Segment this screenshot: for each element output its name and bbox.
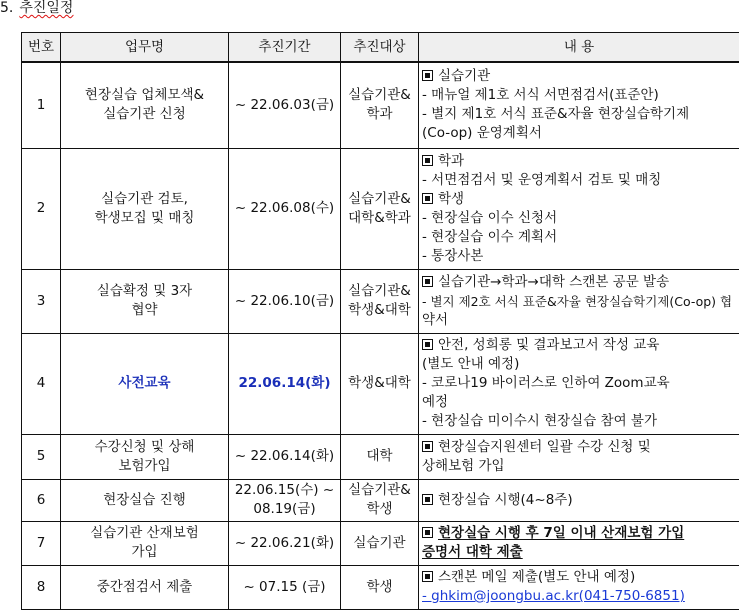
period-line: ~ 22.06.08(수) <box>234 200 335 216</box>
content-text: 학과 <box>438 152 465 169</box>
section-title: 추진일정 <box>19 0 74 16</box>
task-line: 실습기관 산재보험 <box>90 525 199 541</box>
content-text: 학생 <box>438 190 465 207</box>
content-line: - 코로나19 바이러스로 인하여 Zoom교육 <box>422 375 670 391</box>
target-cell <box>341 434 419 479</box>
period-line: 08.19(금) <box>253 501 316 517</box>
row-number: 4 <box>22 333 61 434</box>
period-cell <box>229 62 341 148</box>
content-line <box>422 190 737 209</box>
table-row <box>22 565 739 609</box>
table-row <box>22 333 739 434</box>
content-text: 현장실습지원센터 일괄 수강 신청 및 <box>438 438 651 455</box>
target-line: 실습기관& <box>348 190 411 207</box>
content-line: - 별지 제1호 서식 표준&자율 현장실습학기제 <box>422 106 690 123</box>
table-header-row <box>22 33 739 63</box>
email-link[interactable]: - ghkim@joongbu.ac.kr(041-750-6851) <box>422 588 685 604</box>
task-cell <box>61 148 229 269</box>
task-cell <box>61 434 229 479</box>
content-line: (별도 안내 예정) <box>422 356 520 372</box>
checkbox-square-icon <box>422 70 433 81</box>
task-line: 가입 <box>131 544 158 560</box>
target-cell <box>341 333 419 434</box>
period-cell <box>229 565 341 609</box>
target-line: 학생 <box>366 501 393 517</box>
task-cell <box>61 333 229 434</box>
content-line: - 현장실습 이수 신청서 <box>422 209 558 226</box>
content-line: (Co-op) 운영계획서 <box>422 125 542 142</box>
content-line <box>422 273 737 292</box>
period-line: 22.06.15(수) ~ <box>234 482 335 498</box>
target-cell <box>341 148 419 269</box>
target-line: 학생 <box>366 578 393 595</box>
row-number: 2 <box>22 148 61 269</box>
content-line: 증명서 대학 제출 <box>422 544 523 560</box>
content-line: - 별지 제2호 서식 표준&자율 현장실습학기제(Co-op) 협 <box>422 293 733 309</box>
target-cell <box>341 62 419 148</box>
checkbox-square-icon <box>422 571 433 582</box>
content-text: 안전, 성희롱 및 결과보고서 작성 교육 <box>438 337 660 353</box>
target-line: 학과 <box>366 106 393 123</box>
checkbox-square-icon <box>422 276 433 287</box>
task-line: 실습기관 검토, <box>101 190 188 207</box>
period-cell <box>229 479 341 521</box>
table-row <box>22 148 739 269</box>
task-line: 현장실습 진행 <box>103 491 186 508</box>
checkbox-square-icon <box>422 441 433 452</box>
content-text: 현장실습 시행 후 7일 이내 산재보험 가입 <box>438 525 685 541</box>
period-cell <box>229 521 341 565</box>
target-cell <box>341 479 419 521</box>
content-text: 실습기관 <box>438 68 491 85</box>
period-cell <box>229 148 341 269</box>
content-line <box>422 336 737 355</box>
target-line: 대학 <box>366 448 393 464</box>
task-cell <box>61 269 229 333</box>
header-content: 내 용 <box>419 33 739 63</box>
target-line: 실습기관& <box>348 482 411 498</box>
table-row <box>22 434 739 479</box>
task-cell <box>61 479 229 521</box>
target-line: 학생&대학 <box>348 302 411 318</box>
content-line <box>422 524 737 543</box>
period-line: ~ 22.06.21(화) <box>234 534 335 551</box>
content-cell <box>419 333 739 434</box>
content-text: 실습기관→학과→대학 스캔본 공문 발송 <box>438 273 670 290</box>
row-number: 6 <box>22 479 61 521</box>
target-line: 실습기관& <box>348 283 411 299</box>
content-cell <box>419 434 739 479</box>
period-cell <box>229 434 341 479</box>
checkbox-square-icon <box>422 193 433 204</box>
section-heading <box>0 0 73 16</box>
task-line: 중간점검서 제출 <box>96 578 193 595</box>
table-row <box>22 479 739 521</box>
target-cell <box>341 521 419 565</box>
content-line <box>422 568 737 587</box>
checkbox-square-icon <box>422 339 433 350</box>
content-line: - 현장실습 미이수시 현장실습 참여 불가 <box>422 413 657 429</box>
task-cell <box>61 62 229 148</box>
target-line: 학생&대학 <box>348 375 411 391</box>
content-line: - 통장사본 <box>422 247 484 264</box>
task-line: 학생모집 및 매칭 <box>94 209 195 226</box>
period-line: ~ 22.06.03(금) <box>234 96 335 113</box>
section-number: 5. <box>0 0 14 16</box>
row-number: 7 <box>22 521 61 565</box>
row-number: 3 <box>22 269 61 333</box>
header-period: 추진기간 <box>229 33 341 63</box>
target-line: 실습기관 <box>353 534 406 551</box>
checkbox-square-icon <box>422 527 433 538</box>
period-line: ~ 22.06.14(화) <box>234 448 335 464</box>
header-no: 번호 <box>22 33 61 63</box>
task-line: 보험가입 <box>118 457 171 474</box>
header-task: 업무명 <box>61 33 229 63</box>
content-line <box>422 67 737 86</box>
task-line: 수강신청 및 상해 <box>94 438 195 455</box>
content-text: 현장실습 시행(4~8주) <box>438 491 573 508</box>
period-line: ~ 22.06.10(금) <box>234 292 335 309</box>
checkbox-square-icon <box>422 155 433 166</box>
content-cell <box>419 62 739 148</box>
task-line: 사전교육 <box>118 375 171 391</box>
table-row <box>22 521 739 565</box>
content-line: - 현장실습 이수 계획서 <box>422 228 558 245</box>
content-line: 상해보험 가입 <box>422 457 505 474</box>
target-line: 실습기관& <box>348 87 411 104</box>
content-line: - 매뉴얼 제1호 서식 서면점검서(표준안) <box>422 87 659 104</box>
target-cell <box>341 269 419 333</box>
content-cell <box>419 479 739 521</box>
row-number: 1 <box>22 62 61 148</box>
task-cell <box>61 565 229 609</box>
header-target: 추진대상 <box>341 33 419 63</box>
period-cell <box>229 269 341 333</box>
content-cell <box>419 148 739 269</box>
target-line: 대학&학과 <box>348 209 411 226</box>
content-cell <box>419 269 739 333</box>
task-line: 현장실습 업체모색& <box>84 87 205 104</box>
content-line: 약서 <box>422 311 449 328</box>
content-line <box>422 491 737 510</box>
table-row <box>22 269 739 333</box>
row-number: 5 <box>22 434 61 479</box>
row-number: 8 <box>22 565 61 609</box>
schedule-table <box>21 32 739 610</box>
table-row <box>22 62 739 148</box>
target-cell <box>341 565 419 609</box>
content-line: 예정 <box>422 394 449 410</box>
content-line: - 서면점검서 및 운영계획서 검토 및 매칭 <box>422 171 662 188</box>
checkbox-square-icon <box>422 494 433 505</box>
content-cell <box>419 521 739 565</box>
task-cell <box>61 521 229 565</box>
content-cell <box>419 565 739 609</box>
content-text: 스캔본 메일 제출(별도 안내 예정) <box>438 569 636 585</box>
task-line: 실습확정 및 3자 <box>96 283 193 299</box>
task-line: 실습기관 신청 <box>103 106 186 123</box>
content-line <box>422 152 737 171</box>
period-line: 22.06.14(화) <box>238 375 331 391</box>
period-line: ~ 07.15 (금) <box>243 578 326 595</box>
period-cell <box>229 333 341 434</box>
content-line <box>422 438 737 457</box>
task-line: 협약 <box>131 302 158 318</box>
